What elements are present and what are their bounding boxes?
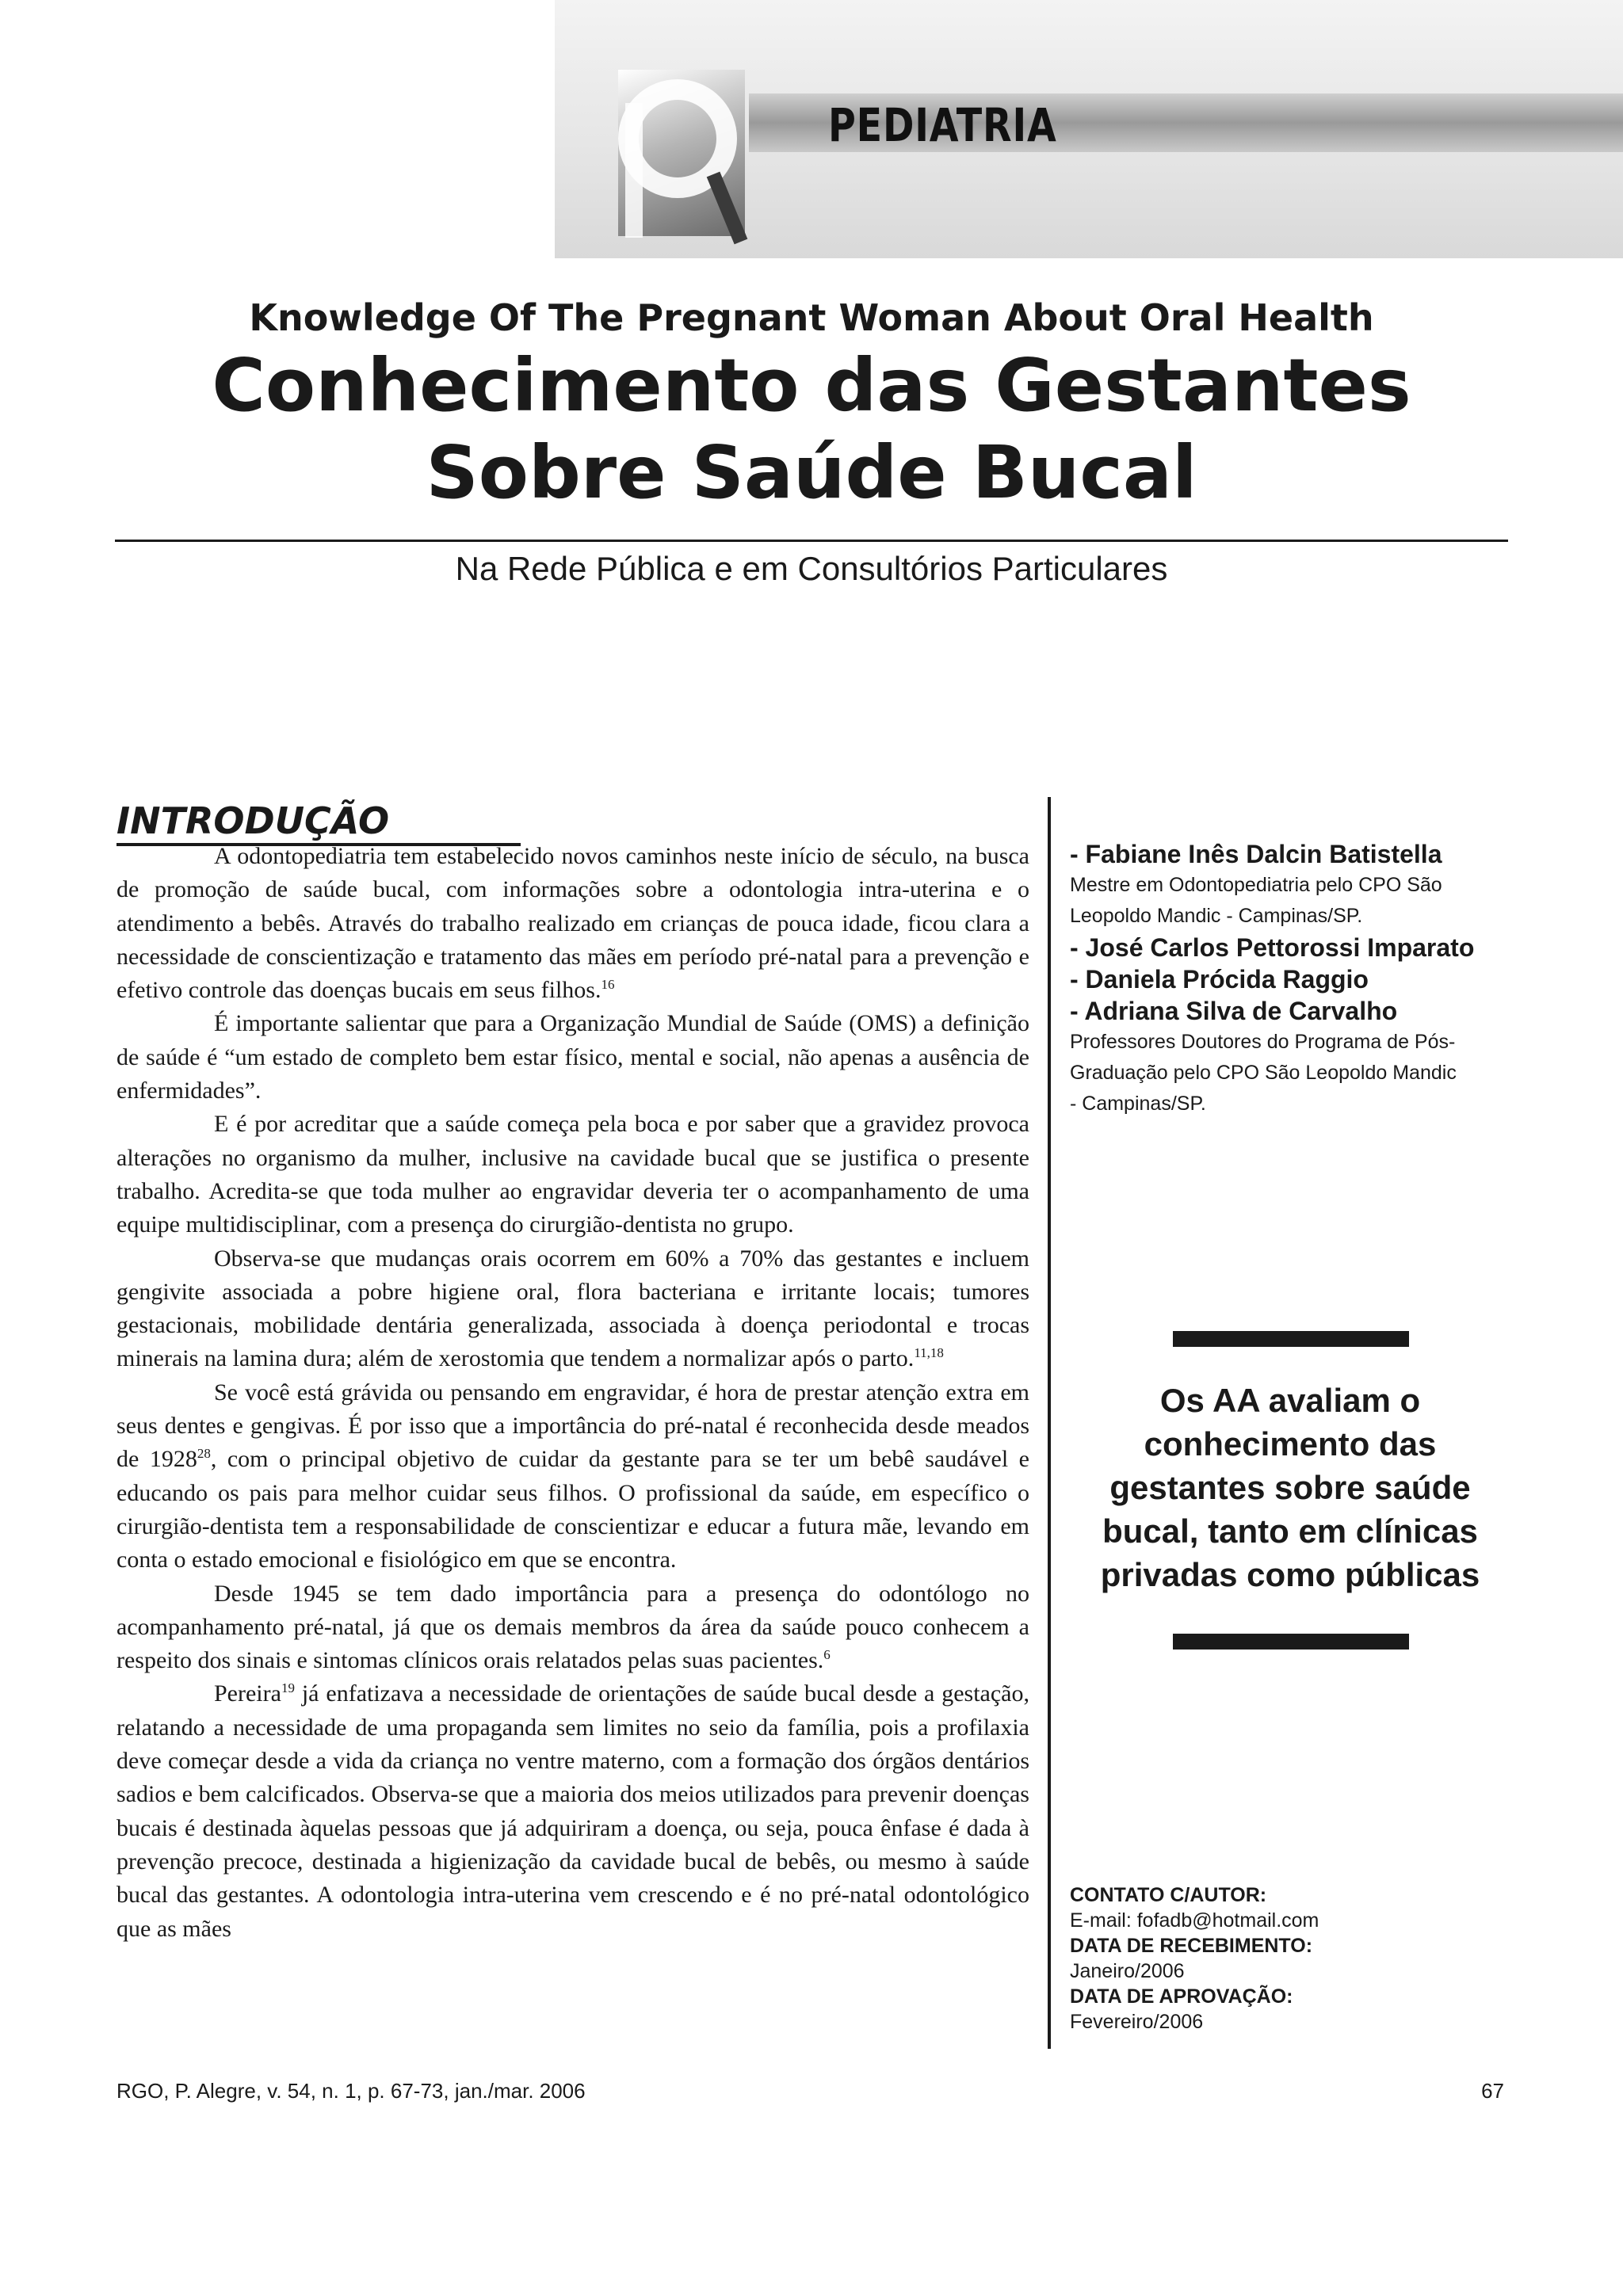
contact-label: CONTATO C/AUTOR:: [1070, 1884, 1267, 1906]
title-english: Knowledge Of The Pregnant Woman About Oral Health: [249, 296, 1374, 339]
author-block: [1070, 838, 1514, 1119]
author-affiliation: Professores Doutores do Programa de Pós-: [1070, 1031, 1456, 1053]
paragraph: Se você está grávida ou pensando em engravidar, é hora de prestar atenção extra em seus dentes e gengivas. É por isso que a importância do pré-natal é reconhecida desde meados de 1928$^{28}$, com o principal objetivo de cuidar da gestante para se ter um bebê saudável e educando os pais para melhor cuidar seus filhos. O profissional da saúde, em específico o cirurgião-dentista tem a responsabilidade de conscientizar e educar a futura mãe, levando em conta o estado emocional e fisiológico em que se encontra.: [116, 1379, 1029, 1573]
subtitle: Na Rede Pública e em Consultórios Particulares: [455, 550, 1168, 587]
title-divider: [115, 540, 1508, 542]
author-name: - Fabiane Inês Dalcin Batistella: [1070, 840, 1442, 868]
contact-block: [1070, 1882, 1514, 2035]
paragraph: E é por acreditar que a saúde começa pela boca e por saber que a gravidez provoca alterações no organismo da mulher, inclusive na cavidade bucal que se justifica o presente trabalho. Acredita-se que toda mulher ao engravidar deveria ter o acompanhamento de uma equipe multidisciplinar, com a presença do cirurgião-dentista no grupo.: [116, 1111, 1029, 1238]
author-name: - Daniela Prócida Raggio: [1070, 965, 1369, 994]
footer-citation: RGO, P. Alegre, v. 54, n. 1, p. 67-73, jan./mar. 2006: [116, 2079, 586, 2103]
received-label: DATA DE RECEBIMENTO:: [1070, 1935, 1313, 1957]
received-value: Janeiro/2006: [1070, 1960, 1185, 1982]
author-affiliation: Mestre em Odontopediatria pelo CPO São: [1070, 874, 1442, 896]
paragraph: Observa-se que mudanças orais ocorrem em 60% a 70% das gestantes e incluem gengivite associada a pobre higiene oral, flora bacteriana e irritante locais; tumores gestacionais, mobilidade dentária generalizada, associada à doença periodontal e trocas minerais na lamina dura; além de xerostomia que tendem a normalizar após o parto.$^{11,18}$: [116, 1245, 1029, 1372]
paragraph: É importante salientar que para a Organização Mundial de Saúde (OMS) a definição de saúde é “um estado de completo bem estar físico, mental e social, não apenas a ausência de enfermidades”.: [116, 1010, 1029, 1104]
column-divider: [1048, 797, 1051, 2049]
contact-email: E-mail: fofadb@hotmail.com: [1070, 1909, 1319, 1932]
title-portuguese-line2: Sobre Saúde Bucal: [426, 430, 1197, 515]
title-portuguese-line1: Conhecimento das Gestantes: [212, 343, 1411, 428]
reference: 28: [197, 1446, 211, 1462]
reference: 16: [601, 977, 615, 993]
section-heading-introduction: INTRODUÇÃO: [116, 799, 521, 846]
paragraph: A odontopediatria tem estabelecido novos caminhos neste início de século, na busca de promoção de saúde bucal, com informações sobre a odontologia intra-uterina e o atendimento a bebês. Através do trabalho realizado em crianças de pouca idade, ficou clara a necessidade de conscientização e tratamento das mães em período pré-natal para a prevenção e efetivo controle das doenças bucais em seus filhos.$^{16}$: [116, 843, 1029, 1004]
reference: 19: [281, 1680, 295, 1696]
header-banner: [555, 0, 1623, 258]
approved-value: Fevereiro/2006: [1070, 2011, 1204, 2033]
title-portuguese: [0, 342, 1623, 517]
body-text: [116, 840, 1029, 1946]
reference: 11,18: [914, 1345, 944, 1361]
author-name: - Adriana Silva de Carvalho: [1070, 997, 1398, 1025]
paragraph: Pereira$^{19}$ já enfatizava a necessidade de orientações de saúde bucal desde a gestação, relatando a necessidade de uma propaganda sem limites no seio da família, pois a profilaxia deve começar desde a vida da criança no ventre materno, com a formação dos órgãos dentários sadios e bem calcificados. Observa-se que a maioria dos meios utilizados para prevenir doenças bucais é destinada àquelas pessoas que já adquiriram a doença, ou seja, pouca ênfase é dada à prevenção precoce, destinada a higienização da cavidade bucal de bebês, ou mesmo à saúde bucal das gestantes. A odontologia intra-uterina vem crescendo e é no pré-natal odontológico que as mães: [116, 1680, 1029, 1942]
page-number: 67: [1481, 2079, 1504, 2103]
paragraph: Desde 1945 se tem dado importância para a presença do odontólogo no acompanhamento pré-natal, já que os demais membros da área da saúde pouco conhecem a respeito dos sinais e sintomas clínicos orais relatados pelas suas pacientes.$^6$: [116, 1580, 1029, 1674]
reference: 6: [823, 1647, 831, 1663]
section-name: PEDIATRIA: [828, 98, 1057, 152]
author-name: - José Carlos Pettorossi Imparato: [1070, 933, 1475, 962]
author-affiliation: Leopoldo Mandic - Campinas/SP.: [1070, 905, 1363, 927]
author-affiliation: Graduação pelo CPO São Leopoldo Mandic: [1070, 1062, 1457, 1084]
pull-quote-bar-bottom: [1173, 1634, 1409, 1650]
author-affiliation: - Campinas/SP.: [1070, 1093, 1206, 1115]
pull-quote: Os AA avaliam o conhecimento das gestantes sobre saúde bucal, tanto em clínicas privadas como públicas: [1100, 1382, 1480, 1593]
pull-quote-bar-top: [1173, 1331, 1409, 1347]
rgo-logo-icon: [602, 55, 761, 254]
approved-label: DATA DE APROVAÇÃO:: [1070, 1985, 1293, 2008]
